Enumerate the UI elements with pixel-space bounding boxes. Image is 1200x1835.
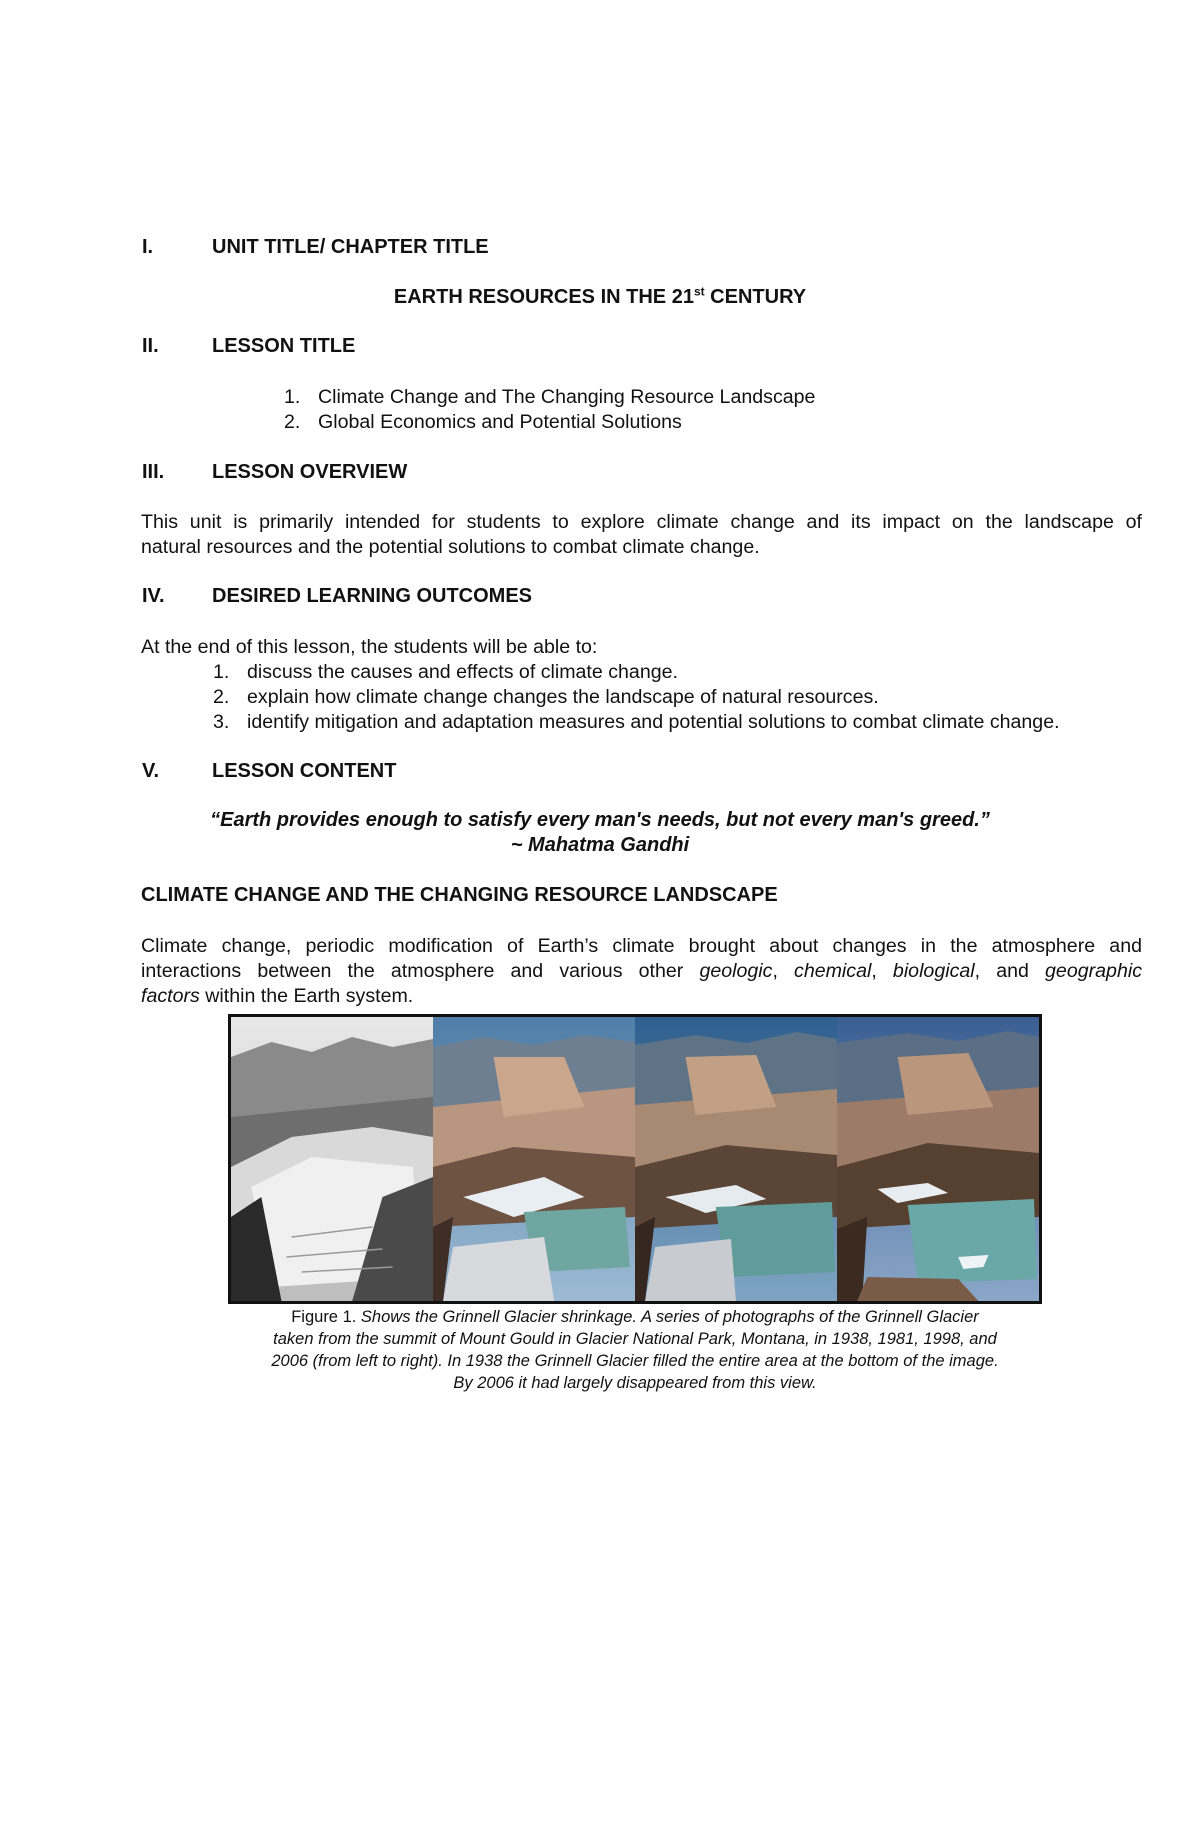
term-factors: factors <box>141 985 200 1007</box>
content-line <box>141 959 1142 984</box>
overview-line: natural resources and the potential solutions to combat climate change. <box>141 536 760 558</box>
lesson-title-item <box>284 410 682 435</box>
outcome-text: identify mitigation and adaptation measures and potential solutions to combat climate change. <box>247 711 1060 733</box>
lesson-title-text: Global Economics and Potential Solutions <box>318 411 682 433</box>
overview-paragraph <box>141 510 1142 560</box>
lesson-title-number: 1. <box>284 386 301 408</box>
section-number-5: V. <box>142 760 160 782</box>
section-number-4: IV. <box>142 585 165 607</box>
glacier-photo-2006-graphic <box>837 1017 1039 1301</box>
content-heading: CLIMATE CHANGE AND THE CHANGING RESOURCE LANDSCAPE <box>141 884 778 906</box>
glacier-photo-series <box>228 1014 1042 1304</box>
term-geographic: geographic <box>1045 960 1142 982</box>
quote-text: “Earth provides enough to satisfy every man's needs, but not every man's greed.” <box>210 809 990 831</box>
outcome-text: discuss the causes and effects of climate change. <box>247 661 678 683</box>
caption-line: By 2006 it had largely disappeared from this view. <box>453 1374 817 1392</box>
lesson-title-text: Climate Change and The Changing Resource Landscape <box>318 386 816 408</box>
outcome-number: 1. <box>213 661 230 683</box>
unit-title <box>0 286 1200 309</box>
overview-line: This unit is primarily intended for students to explore climate change and its impact on the landscape of <box>141 511 1142 533</box>
outcome-item <box>213 685 879 710</box>
lesson-title-number: 2. <box>284 411 301 433</box>
outcomes-intro: At the end of this lesson, the students will be able to: <box>141 636 598 658</box>
caption-label: Figure 1. <box>291 1308 361 1326</box>
content-separator: , <box>871 960 893 982</box>
outcome-item <box>213 660 678 685</box>
glacier-photo-1998-graphic <box>635 1017 837 1301</box>
term-geologic: geologic <box>699 960 773 982</box>
content-text: within the Earth system. <box>199 985 414 1007</box>
section-number-1: I. <box>142 236 154 258</box>
outcome-number: 2. <box>213 686 230 708</box>
section-heading-unit-title: UNIT TITLE/ CHAPTER TITLE <box>212 236 489 258</box>
outcome-item <box>213 710 1060 735</box>
outcome-number: 3. <box>213 711 230 733</box>
section-heading-lesson-title: LESSON TITLE <box>212 335 356 357</box>
content-separator: , and <box>974 960 1046 982</box>
quote-author: ~ Mahatma Gandhi <box>510 834 690 856</box>
unit-title-text: EARTH RESOURCES IN THE 21 <box>393 286 694 308</box>
term-chemical: chemical <box>794 960 872 982</box>
section-heading-learning-outcomes: DESIRED LEARNING OUTCOMES <box>212 585 533 607</box>
section-number-3: III. <box>142 461 165 483</box>
caption-line <box>228 1306 1042 1328</box>
lesson-title-item <box>284 385 815 410</box>
section-number-2: II. <box>142 335 159 357</box>
section-heading-lesson-overview: LESSON OVERVIEW <box>212 461 408 483</box>
caption-line: 2006 (from left to right). In 1938 the Grinnell Glacier filled the entire area at the bottom of the image. <box>271 1352 999 1370</box>
figure-caption <box>228 1306 1042 1394</box>
content-line: Climate change, periodic modification of Earth’s climate brought about changes in the atmosphere and <box>141 935 1142 957</box>
section-heading-lesson-content: LESSON CONTENT <box>212 760 397 782</box>
content-paragraph <box>141 934 1142 1009</box>
glacier-photo-1998 <box>635 1017 837 1301</box>
unit-title-superscript: st <box>693 284 705 299</box>
glacier-photo-1938-graphic <box>231 1017 433 1301</box>
glacier-photo-2006 <box>837 1017 1039 1301</box>
caption-text: Shows the Grinnell Glacier shrinkage. A series of photographs of the Grinnell Glacier <box>360 1308 979 1326</box>
content-text: interactions between the atmosphere and various other <box>141 960 700 982</box>
glacier-photo-1981 <box>433 1017 635 1301</box>
content-line <box>141 984 1142 1009</box>
glacier-photo-1981-graphic <box>433 1017 635 1301</box>
term-biological: biological <box>892 960 975 982</box>
outcome-text: explain how climate change changes the landscape of natural resources. <box>247 686 879 708</box>
glacier-photo-1938 <box>231 1017 433 1301</box>
unit-title-suffix: CENTURY <box>704 286 807 308</box>
content-separator: , <box>772 960 795 982</box>
caption-line: taken from the summit of Mount Gould in Glacier National Park, Montana, in 1938, 1981, 1998, and <box>273 1330 997 1348</box>
